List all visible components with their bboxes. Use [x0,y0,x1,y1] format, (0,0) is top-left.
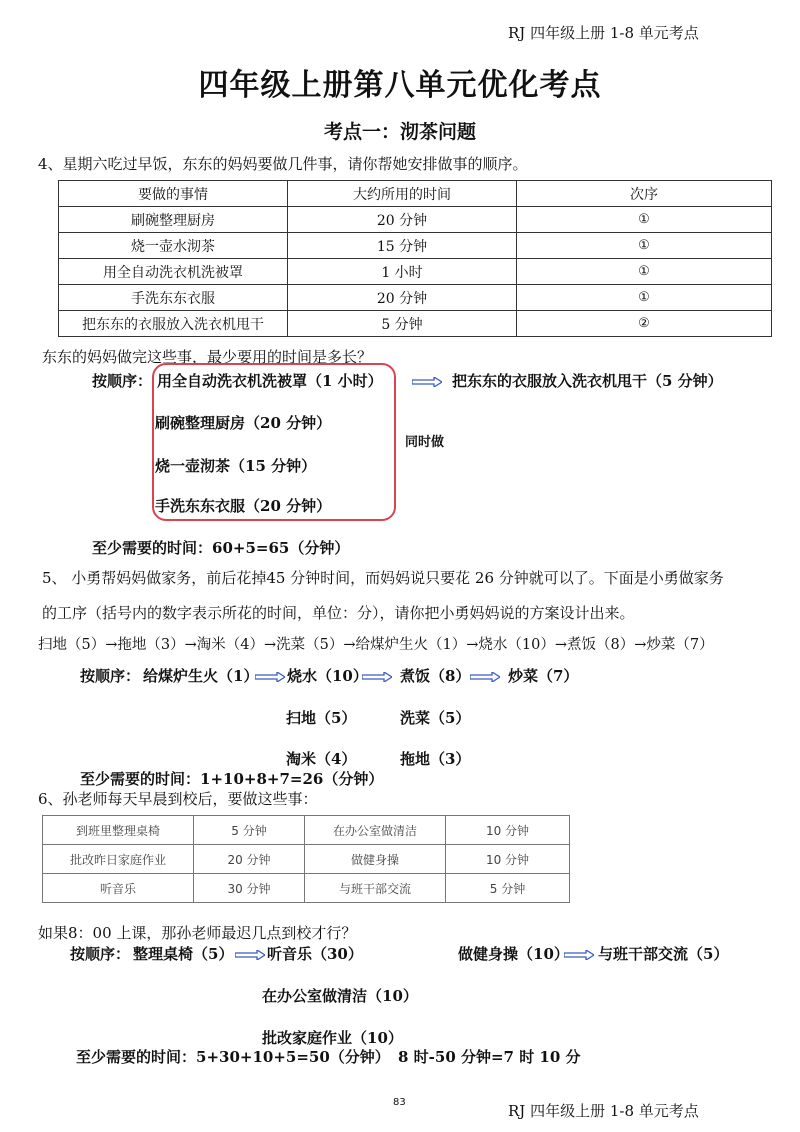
table-row [59,259,772,285]
q6-step: 整理桌椅（5） [133,945,234,963]
table-cell: 到班里整理桌椅 [43,816,194,845]
q5-line1: 5、 小勇帮妈妈做家务，前后花掉45 分钟时间，而妈妈说只要花 26 分钟就可以了。下面是小勇做家务 [42,569,724,587]
right-arrow-icon [235,950,265,960]
q6-step: 听音乐（30） [267,945,363,963]
q5-step: 炒菜（7） [508,667,579,685]
table-header-row [59,181,772,207]
parallel-task: 手洗东东衣服（20 分钟） [155,497,332,515]
table-cell: 10 分钟 [446,845,570,874]
table-cell: 烧一壶水沏茶 [59,233,288,259]
table-cell: 把东东的衣服放入洗衣机甩干 [59,311,288,337]
q5-parallel-task: 拖地（3） [400,750,471,768]
q6-question: 如果8：00 上课，那孙老师最迟几点到校才行？ [38,924,357,942]
table-cell: 1 小时 [288,259,517,285]
q5-parallel-task: 淘米（4） [286,750,357,768]
q4-question: 东东的妈妈做完这些事，最少要用的时间是多长？ [42,348,373,366]
q5-answer: 至少需要的时间：1+10+8+7=26（分钟） [80,770,384,788]
q6-answer-2: 8 时-50 分钟=7 时 10 分 [398,1048,581,1066]
q5-line2: 的工序（括号内的数字表示所花的时间，单位：分），请你把小勇妈妈说的方案设计出来。 [42,604,635,622]
q5-step: 烧水（10） [287,667,368,685]
right-arrow-icon [412,377,442,387]
table-cell: ① [517,207,772,233]
table-cell: 20 分钟 [288,207,517,233]
table-cell: 手洗东东衣服 [59,285,288,311]
q4-prompt: 4、星期六吃过早饭，东东的妈妈要做几件事，请你帮她安排做事的顺序。 [38,155,528,173]
q4-answer: 至少需要的时间：60+5=65（分钟） [92,539,350,557]
table-row [43,845,570,874]
table-cell: 30 分钟 [194,874,305,903]
table-row [43,816,570,845]
table-cell: 10 分钟 [446,816,570,845]
right-arrow-icon [362,672,392,682]
page-title: 四年级上册第八单元优化考点 [198,68,602,103]
table-row [43,874,570,903]
right-arrow-icon [255,672,285,682]
q6-step: 与班干部交流（5） [598,945,729,963]
table-cell: ② [517,311,772,337]
parallel-task: 烧一壶沏茶（15 分钟） [155,457,317,475]
q5-line3: 扫地（5）→拖地（3）→淘米（4）→洗菜（5）→给煤炉生火（1）→烧水（10）→煮饭（8）→炒菜（7） [38,637,714,653]
table-cell: ① [517,285,772,311]
page-footer: RJ 四年级上册 1-8 单元考点 [508,1102,699,1120]
table-header-cell: 次序 [517,181,772,207]
q6-table [42,815,570,903]
q4-table [58,180,772,337]
q4-step-first: 用全自动洗衣机洗被罩（1 小时） [157,372,383,390]
page-header: RJ 四年级上册 1-8 单元考点 [508,24,699,42]
q4-step-next: 把东东的衣服放入洗衣机甩干（5 分钟） [452,372,723,390]
table-cell: 5 分钟 [194,816,305,845]
table-cell: 5 分钟 [446,874,570,903]
table-cell: 与班干部交流 [305,874,446,903]
table-cell: 做健身操 [305,845,446,874]
q6-answer: 至少需要的时间：5+30+10+5=50（分钟） [76,1048,390,1066]
q6-parallel-task: 在办公室做清洁（10） [262,987,418,1005]
table-cell: 用全自动洗衣机洗被罩 [59,259,288,285]
q6-step: 做健身操（10） [458,945,569,963]
table-cell: ① [517,259,772,285]
table-row [59,311,772,337]
q5-parallel-task: 洗菜（5） [400,709,471,727]
right-arrow-icon [470,672,500,682]
q6-prompt: 6、孙老师每天早晨到校后，要做这些事： [38,790,318,808]
table-row [59,285,772,311]
q6-parallel-task: 批改家庭作业（10） [262,1029,403,1047]
table-row [59,207,772,233]
page-number: 83 [393,1097,406,1108]
q5-step: 煮饭（8） [400,667,471,685]
table-cell: ① [517,233,772,259]
table-cell: 20 分钟 [288,285,517,311]
q4-order-label: 按顺序： [92,372,153,390]
q5-parallel-task: 扫地（5） [286,709,357,727]
q5-step: 给煤炉生火（1） [143,667,259,685]
table-cell: 刷碗整理厨房 [59,207,288,233]
table-cell: 15 分钟 [288,233,517,259]
table-cell: 5 分钟 [288,311,517,337]
table-cell: 听音乐 [43,874,194,903]
same-time-label: 同时做 [405,435,445,450]
section-subtitle: 考点一：沏茶问题 [323,121,476,143]
q5-order-label: 按顺序： [80,667,141,685]
table-header-cell: 大约所用的时间 [288,181,517,207]
table-cell: 20 分钟 [194,845,305,874]
parallel-task: 刷碗整理厨房（20 分钟） [155,414,332,432]
table-cell: 批改昨日家庭作业 [43,845,194,874]
q6-order-label: 按顺序： [70,945,131,963]
table-row [59,233,772,259]
table-header-cell: 要做的事情 [59,181,288,207]
right-arrow-icon [564,950,594,960]
table-cell: 在办公室做清洁 [305,816,446,845]
